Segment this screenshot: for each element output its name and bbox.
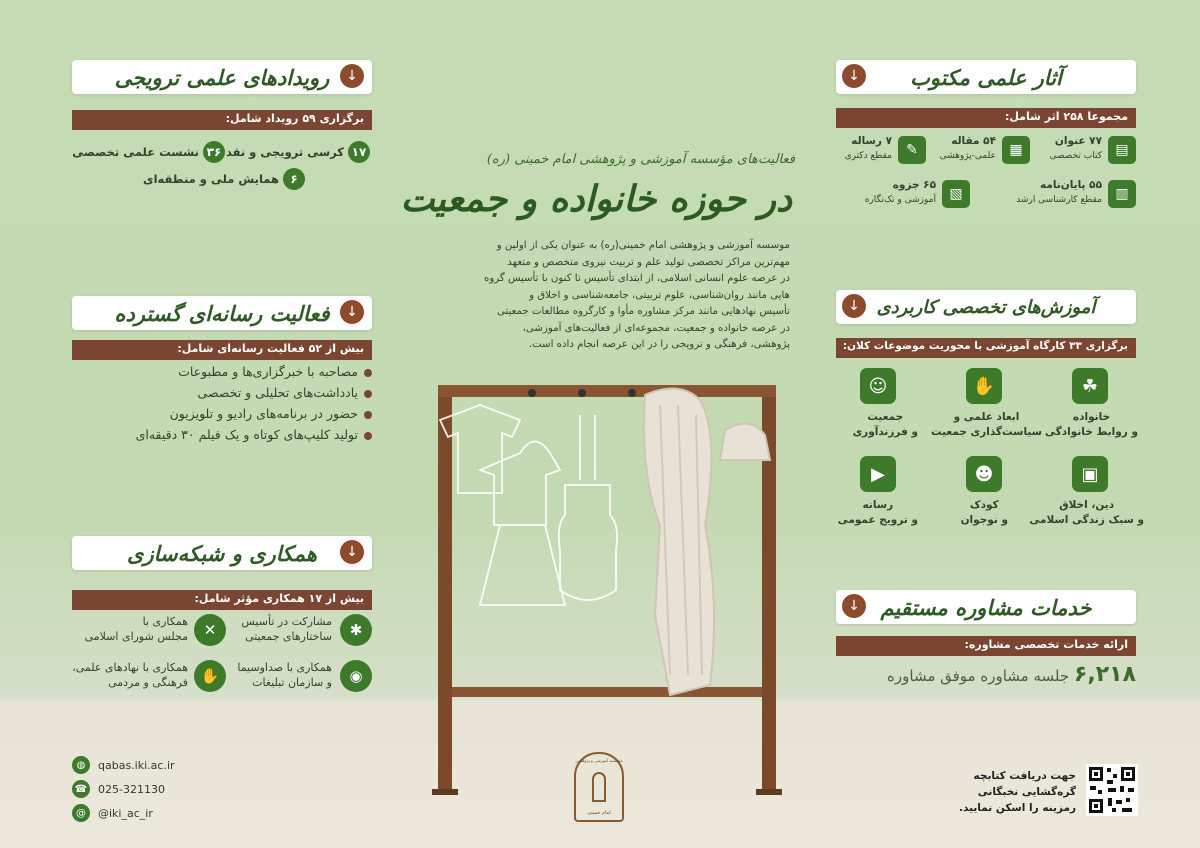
paragraph-line: هایی مانند روان‌شناسی، علوم تربیتی، جامعه‌شناسی و اخلاق و (529, 289, 790, 301)
qr-line: جهت دریافت کتابچه (973, 770, 1076, 782)
quran-icon: ▣ (1072, 456, 1108, 492)
count-badge: ۶ (283, 168, 305, 190)
item-line: خانواده (1072, 411, 1111, 423)
dissertation-icon: ▥ (1108, 180, 1136, 208)
qr-line: رمزینه را اسکن نمایید. (959, 802, 1076, 814)
paragraph-line: موسسه آموزشی و پژوهشی امام خمینی(ره) به عنوان یکی از اولین و (496, 240, 790, 251)
media-item-2 (198, 385, 372, 400)
works-item-5 (865, 178, 936, 208)
contact-website[interactable] (72, 756, 175, 774)
item-line: فرهنگی و مردمی (108, 676, 188, 689)
item-label: نشست علمی تخصصی (72, 145, 199, 159)
item-sub: مقطع کارشناسی ارشد (1016, 195, 1102, 205)
works-chevron-down-icon[interactable]: ↓ (842, 64, 866, 88)
events-title-tab (72, 60, 372, 94)
clothes-rack-illustration (420, 375, 800, 805)
events-item-2 (72, 141, 225, 163)
works-title-tab (836, 60, 1136, 94)
qr-line: گره‌گشایی نخبگانی (977, 786, 1076, 798)
item-line: همکاری با نهادهای علمی، (72, 661, 188, 674)
coop-item-1 (241, 614, 332, 644)
social-icon: @ (72, 804, 90, 822)
item-line: دین، اخلاق (1059, 499, 1115, 511)
item-line: ساختارهای جمعیتی (245, 630, 332, 643)
works-title: آثار علمی مکتوب (910, 64, 1062, 90)
item-line: کودک (969, 499, 999, 511)
logo-bottom-text: امام خمینی (587, 810, 611, 816)
contact-social[interactable] (72, 804, 153, 822)
coop-title: همکاری و شبکه‌سازی (127, 540, 317, 566)
events-bar: برگزاری ۵۹ رویداد شامل: (72, 110, 372, 130)
coop-item-3 (237, 660, 332, 690)
item-label: کرسی ترویجی و نقد (225, 145, 344, 159)
counsel-bar: ارائه خدمات تخصصی مشاوره: (836, 636, 1136, 656)
bullet-icon (364, 411, 372, 419)
training-item-5 (961, 498, 1008, 528)
item-line: و سبک زندگی اسلامی (1029, 514, 1144, 526)
tools-icon: ✕ (194, 614, 226, 646)
item-num: ۷۷ عنوان (1054, 135, 1102, 147)
media-item-1 (178, 364, 372, 379)
training-item-2 (931, 410, 1042, 440)
item-line: مشارکت در تأسیس (241, 615, 332, 628)
booklet-icon: ▧ (942, 180, 970, 208)
network-icon: ✱ (340, 614, 372, 646)
training-title-tab (836, 290, 1136, 324)
works-item-3 (845, 134, 892, 164)
paragraph-line: مهم‌ترین مراکز تخصصی تولید علم و تربیت نیروی متخصص و متعهد (507, 256, 790, 268)
item-line: و روابط خانوادگی (1045, 426, 1138, 438)
center-subtitle: فعالیت‌های مؤسسه آموزشی و پژوهشی امام خمینی (ره) (486, 152, 795, 167)
item-line: همکاری با صداوسیما (237, 661, 332, 674)
item-line: همکاری با (142, 615, 188, 628)
media-item-3 (170, 406, 372, 421)
item-line: مجلس شورای اسلامی (84, 630, 188, 643)
coop-title-tab (72, 536, 372, 570)
bullet-icon (364, 390, 372, 398)
works-item-2 (940, 134, 996, 164)
training-title: آموزش‌های تخصصی کاربردی (876, 296, 1096, 318)
bullet-icon (364, 432, 372, 440)
article-icon: ▦ (1002, 136, 1030, 164)
item-sub: مقطع دکتری (844, 151, 892, 161)
center-paragraph (412, 238, 790, 354)
counsel-label: جلسه مشاوره موفق مشاوره (887, 667, 1070, 685)
count-badge: ۳۶ (203, 141, 225, 163)
center-title: در حوزه خانواده و جمعیت (400, 178, 792, 220)
child-icon: ☻ (966, 456, 1002, 492)
training-item-6 (838, 498, 918, 528)
training-chevron-down-icon[interactable]: ↓ (842, 294, 866, 318)
paragraph-line: در عرصه خانواده و جمعیت، مجموعه‌ای از فعالیت‌های آموزشی، (522, 322, 790, 334)
training-item-1 (1045, 410, 1138, 440)
phone-icon: ☎ (72, 780, 90, 798)
counsel-stat (887, 662, 1136, 687)
website-text: qabas.iki.ac.ir (98, 758, 175, 772)
item-label: تولید کلیپ‌های کوتاه و یک فیلم ۳۰ دقیقه‌ای (135, 427, 358, 442)
events-item-1 (226, 141, 370, 163)
paragraph-line: تأسیس نهادهایی مانند مرکز مشاوره مأوا و کارگروه مطالعات جمعیتی (496, 306, 790, 317)
coop-item-2 (85, 614, 188, 644)
media-title-tab (72, 296, 372, 330)
family-icon: ☘ (1072, 368, 1108, 404)
item-label: مصاحبه با خبرگزاری‌ها و مطبوعات (178, 364, 358, 379)
counsel-title-tab (836, 590, 1136, 624)
works-bar: مجموعا ۲۵۸ اثر شامل: (836, 108, 1136, 128)
bullet-icon (364, 369, 372, 377)
coop-item-4 (72, 660, 188, 690)
globe-icon: ◍ (72, 756, 90, 774)
item-num: ۶۵ جزوه (892, 179, 936, 191)
phone-text: 025-321130 (98, 782, 165, 796)
qr-caption (959, 768, 1076, 816)
item-sub: علمی-پژوهشی (939, 151, 996, 161)
item-line: رسانه (862, 499, 894, 511)
institute-logo (574, 752, 624, 822)
paragraph-line: پژوهشی، فرهنگی و ترویجی را در این عرصه انجام داده است. (528, 339, 790, 350)
item-label: همایش ملی و منطقه‌ای (143, 172, 279, 186)
training-item-3 (853, 410, 918, 440)
media-chevron-down-icon[interactable]: ↓ (340, 300, 364, 324)
coop-bar: بیش از ۱۷ همکاری مؤثر شامل: (72, 590, 372, 610)
book-icon: ▤ (1108, 136, 1136, 164)
item-line: جمعیت (867, 411, 904, 423)
training-item-4 (1029, 498, 1144, 528)
works-item-1 (1049, 134, 1102, 164)
item-sub: کتاب تخصصی (1049, 151, 1102, 161)
item-sub: آموزشی و تک‌نگاره (864, 195, 936, 205)
contact-phone[interactable] (72, 780, 165, 798)
item-num: ۵۴ مقاله (951, 135, 996, 147)
baby-icon: ☺ (860, 368, 896, 404)
item-num: ۵۵ پایان‌نامه (1040, 179, 1102, 191)
counsel-title: خدمات مشاوره مستقیم (880, 594, 1092, 620)
paragraph-line: در عرصه علوم انسانی اسلامی، از ابتدای تأسیس تا کنون با تأسیس گروه (483, 273, 790, 284)
counsel-chevron-down-icon[interactable]: ↓ (842, 594, 866, 618)
qr-code[interactable] (1086, 764, 1138, 816)
media-item-4 (136, 427, 372, 442)
events-chevron-down-icon[interactable]: ↓ (340, 64, 364, 88)
handshake-icon: ✋ (194, 660, 226, 692)
media-title: فعالیت رسانه‌ای گسترده (114, 300, 330, 326)
media-bar: بیش از ۵۲ فعالیت رسانه‌ای شامل: (72, 340, 372, 360)
media-icon: ▶ (860, 456, 896, 492)
item-line: ابعاد علمی و (953, 411, 1020, 423)
counsel-number: ۶,۲۱۸ (1073, 662, 1136, 687)
events-item-3 (143, 168, 305, 190)
item-label: حضور در برنامه‌های رادیو و تلویزیون (169, 406, 358, 421)
logo-top-text: مؤسسه آموزشی و پژوهشی (575, 758, 623, 763)
item-line: و نوجوان (960, 514, 1008, 526)
item-num: ۷ رساله (851, 135, 892, 147)
social-text: @iki_ac_ir (98, 806, 153, 820)
count-badge: ۱۷ (348, 141, 370, 163)
item-line: و فرزندآوری (852, 426, 918, 438)
item-line: سیاست‌گذاری جمعیت (930, 426, 1042, 438)
item-label: یادداشت‌های تحلیلی و تخصصی (197, 385, 358, 400)
coop-chevron-down-icon[interactable]: ↓ (340, 540, 364, 564)
events-title: رویدادهای علمی ترویجی (114, 64, 330, 90)
logo-emblem-icon (592, 772, 606, 802)
thesis-icon: ✎ (898, 136, 926, 164)
item-line: و سازمان تبلیغات (252, 676, 332, 689)
broadcast-icon: ◉ (340, 660, 372, 692)
population-policy-icon: ✋ (966, 368, 1002, 404)
training-bar: برگزاری ۳۳ کارگاه آموزشی با محوریت موضوعات کلان: (836, 338, 1136, 358)
works-item-4 (1016, 178, 1102, 208)
item-line: و ترویج عمومی (837, 514, 918, 526)
